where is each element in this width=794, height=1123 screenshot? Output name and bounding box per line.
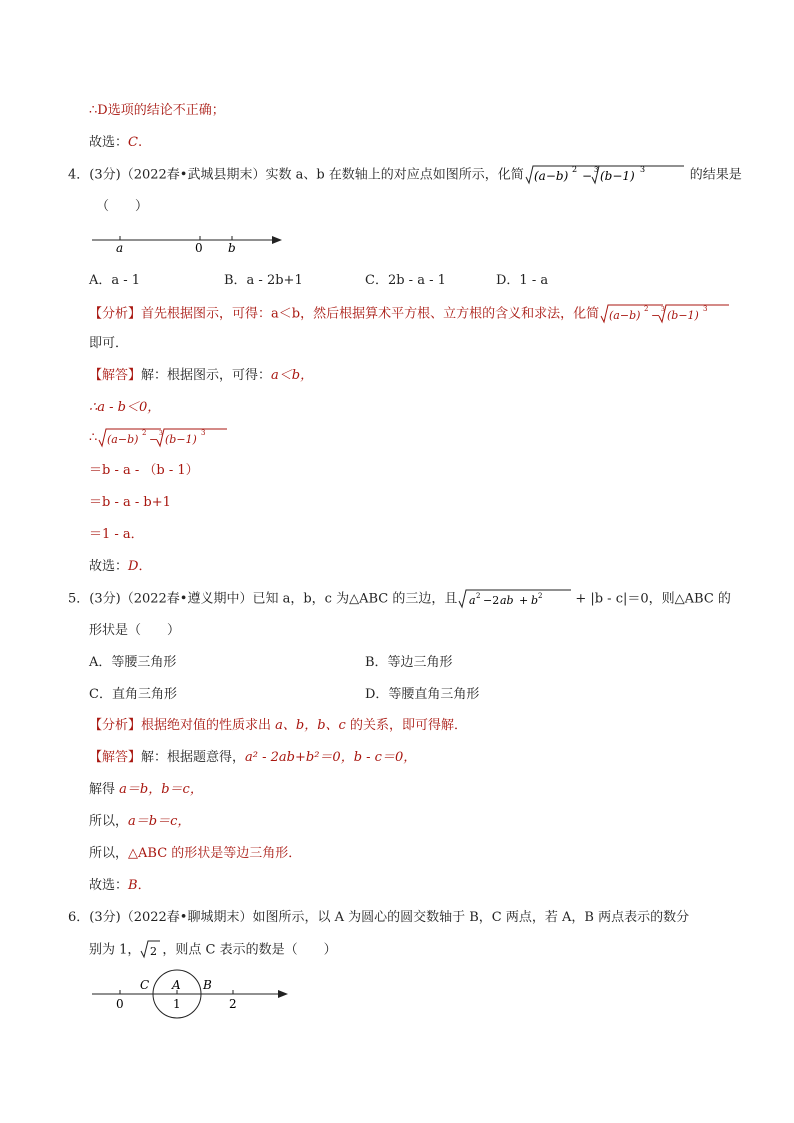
svg-text:(a−b): (a−b) bbox=[107, 433, 139, 446]
q4-analysis-line bbox=[89, 304, 731, 325]
q5-sol-3-line bbox=[89, 812, 190, 832]
q4-solution-line bbox=[89, 366, 313, 386]
svg-text:+: + bbox=[519, 594, 529, 607]
q5-option-b: B．等边三角形 bbox=[365, 655, 453, 670]
q5-analysis-tag: 【分析】 bbox=[89, 718, 142, 733]
svg-text:3: 3 bbox=[201, 429, 206, 437]
q6-line2-suffix: ，则点 C 表示的数是（ ） bbox=[162, 942, 337, 958]
svg-text:a: a bbox=[469, 594, 476, 607]
svg-text:−: − bbox=[581, 169, 592, 183]
q4-numberline bbox=[92, 230, 292, 260]
q5-sol-2-line bbox=[89, 780, 203, 800]
q5-number: 5． bbox=[68, 591, 90, 607]
q6-label-a: A bbox=[172, 978, 181, 992]
q5-answer-prefix: 故选： bbox=[89, 878, 129, 893]
q6-label-1: 1 bbox=[173, 997, 181, 1011]
q4-sol-3-prefix: ∴ bbox=[89, 430, 98, 446]
svg-text:−: − bbox=[651, 309, 661, 322]
svg-text:(b−1): (b−1) bbox=[599, 169, 635, 183]
svg-text:3: 3 bbox=[639, 165, 645, 174]
q3-answer: C bbox=[128, 135, 138, 150]
q5-answer-suffix: ． bbox=[137, 878, 151, 893]
q4-answer-prefix: 故选： bbox=[89, 559, 129, 574]
q3-answer-suffix: . bbox=[137, 135, 143, 150]
q6-label-b: B bbox=[203, 978, 212, 992]
q4-analysis: 首先根据图示，可得：a＜b，然后根据算术平方根、立方根的含义和求法，化简 bbox=[141, 306, 600, 322]
q5-answer-line bbox=[89, 876, 151, 896]
q5-solution-tag: 【解答】 bbox=[89, 750, 142, 765]
q6-label-0: 0 bbox=[116, 997, 124, 1011]
q5-option-d: D．等腰直角三角形 bbox=[365, 687, 480, 702]
q4-expression-svg bbox=[524, 163, 690, 187]
svg-text:−2: −2 bbox=[483, 594, 500, 607]
q4-label-0: 0 bbox=[195, 241, 203, 255]
q5-sol-3-prefix: 所以， bbox=[89, 814, 129, 829]
q5-expression bbox=[457, 589, 575, 609]
svg-text:b: b bbox=[531, 594, 539, 607]
q4-sol-3 bbox=[89, 428, 229, 449]
q5-stem: (3分)（2022春•遵义期中）已知 a，b，c 为△ABC 的三边，且 bbox=[89, 591, 458, 607]
q4-expression bbox=[524, 165, 690, 185]
svg-text:ab: ab bbox=[500, 594, 514, 607]
q5-analysis-suffix: 的关系，即可得解． bbox=[345, 718, 467, 733]
q5-option-a: A．等腰三角形 bbox=[89, 655, 177, 670]
q4-label-b: b bbox=[228, 241, 236, 255]
q4-stem-line bbox=[68, 165, 742, 186]
q5-option-c: C．直角三角形 bbox=[89, 687, 177, 702]
q4-answer-line bbox=[89, 557, 151, 577]
q4-answer: D bbox=[128, 559, 139, 574]
svg-text:2: 2 bbox=[142, 429, 147, 437]
q6-line2-prefix: 别为 1， bbox=[89, 942, 141, 958]
q4-label-a: a bbox=[116, 241, 124, 255]
q4-option-d: D．1 - a bbox=[496, 273, 549, 288]
q4-solution-intro: 解：根据图示，可得： bbox=[141, 368, 272, 383]
q6-label-2: 2 bbox=[229, 997, 237, 1011]
q4-sol-1: a＜b， bbox=[271, 368, 314, 383]
q5-analysis-vars: a、b，b、c bbox=[275, 718, 346, 733]
q5-solution-intro: 解：根据题意得， bbox=[141, 750, 246, 765]
q4-sol-3-expression bbox=[97, 428, 229, 448]
q6-stem-line bbox=[68, 908, 689, 928]
q4-sol-4: ＝b - a - （b - 1） bbox=[89, 463, 199, 478]
svg-text:2: 2 bbox=[571, 165, 577, 174]
q6-axis-arrow bbox=[278, 990, 288, 998]
q4-sol-3-expression-svg bbox=[97, 426, 229, 450]
svg-text:3: 3 bbox=[593, 166, 599, 174]
q5-stem-tail: + |b - c|＝0，则△ABC 的 bbox=[575, 591, 731, 607]
q6-sqrt2-svg bbox=[140, 938, 162, 960]
q4-solution-tag: 【解答】 bbox=[89, 368, 142, 383]
svg-text:(a−b): (a−b) bbox=[533, 169, 569, 183]
q5-expression-svg bbox=[457, 587, 575, 611]
svg-text:(a−b): (a−b) bbox=[609, 309, 641, 322]
q5-solution-line bbox=[89, 748, 416, 768]
svg-text:2: 2 bbox=[538, 592, 543, 600]
q5-sol-2-prefix: 解得 bbox=[89, 782, 120, 797]
q4-option-b: B．a - 2b+1 bbox=[224, 273, 303, 288]
q4-sol-5: ＝b - a - b+1 bbox=[89, 495, 171, 510]
q5-sol-4-line bbox=[89, 844, 301, 864]
q4-sol-2: ∴a - b＜0， bbox=[89, 400, 161, 415]
q4-option-a: A．a - 1 bbox=[89, 273, 141, 288]
q3-answer-prefix: 故选： bbox=[89, 135, 129, 150]
svg-text:3: 3 bbox=[703, 305, 708, 313]
q4-analysis-tag: 【分析】 bbox=[89, 306, 142, 322]
q4-stem-tail: 的结果是 bbox=[689, 167, 742, 183]
q5-sol-3: a＝b＝c， bbox=[128, 814, 191, 829]
q6-figure bbox=[92, 970, 302, 1050]
q6-sqrt2 bbox=[140, 940, 162, 960]
q5-sol-4-prefix: 所以， bbox=[89, 846, 129, 861]
q4-paren: （ ） bbox=[96, 199, 149, 214]
q4-axis-arrow bbox=[272, 236, 282, 244]
svg-text:2: 2 bbox=[150, 945, 158, 958]
q3-conclusion-text: ∴D选项的结论不正确； bbox=[89, 103, 225, 118]
q6-label-c: C bbox=[140, 978, 150, 992]
svg-text:2: 2 bbox=[476, 592, 481, 600]
q6-number: 6． bbox=[68, 910, 90, 925]
q6-stem: (3分)（2022春•聊城期末）如图所示，以 A 为圆心的圆交数轴于 B，C 两点，若 A，B 两点表示的数分 bbox=[89, 910, 690, 925]
q3-conclusion bbox=[89, 101, 225, 121]
q6-stem-line2 bbox=[89, 940, 337, 961]
svg-text:(b−1): (b−1) bbox=[667, 309, 699, 322]
q5-sol-1: a² - 2ab+b²＝0，b - c＝0， bbox=[245, 750, 417, 765]
q3-answer-line bbox=[89, 133, 142, 153]
q5-analysis-line bbox=[89, 716, 467, 736]
q5-sol-2: a＝b，b＝c， bbox=[119, 782, 203, 797]
svg-text:2: 2 bbox=[644, 305, 649, 313]
q4-analysis-tail: 即可． bbox=[89, 336, 129, 351]
q5-answer: B bbox=[128, 878, 138, 893]
svg-text:3: 3 bbox=[661, 306, 665, 313]
q5-stem-line2: 形状是（ ） bbox=[89, 623, 181, 638]
q4-option-c: C．2b - a - 1 bbox=[365, 273, 446, 288]
q4-number: 4． bbox=[68, 167, 90, 183]
svg-text:−: − bbox=[149, 433, 159, 446]
q4-answer-suffix: ． bbox=[138, 559, 152, 574]
q4-analysis-expression bbox=[599, 304, 731, 324]
q5-analysis-prefix: 根据绝对值的性质求出 bbox=[141, 718, 276, 733]
q4-sol-6: ＝1 - a． bbox=[89, 527, 144, 542]
svg-text:(b−1): (b−1) bbox=[165, 433, 198, 446]
q4-stem: (3分)（2022春•武城县期末）实数 a、b 在数轴上的对应点如图所示，化简 bbox=[89, 167, 524, 183]
q4-analysis-expression-svg bbox=[599, 302, 731, 326]
q5-stem-line bbox=[68, 589, 731, 610]
q5-sol-4: △ABC 的形状是等边三角形． bbox=[128, 846, 302, 861]
svg-text:3: 3 bbox=[159, 430, 164, 437]
